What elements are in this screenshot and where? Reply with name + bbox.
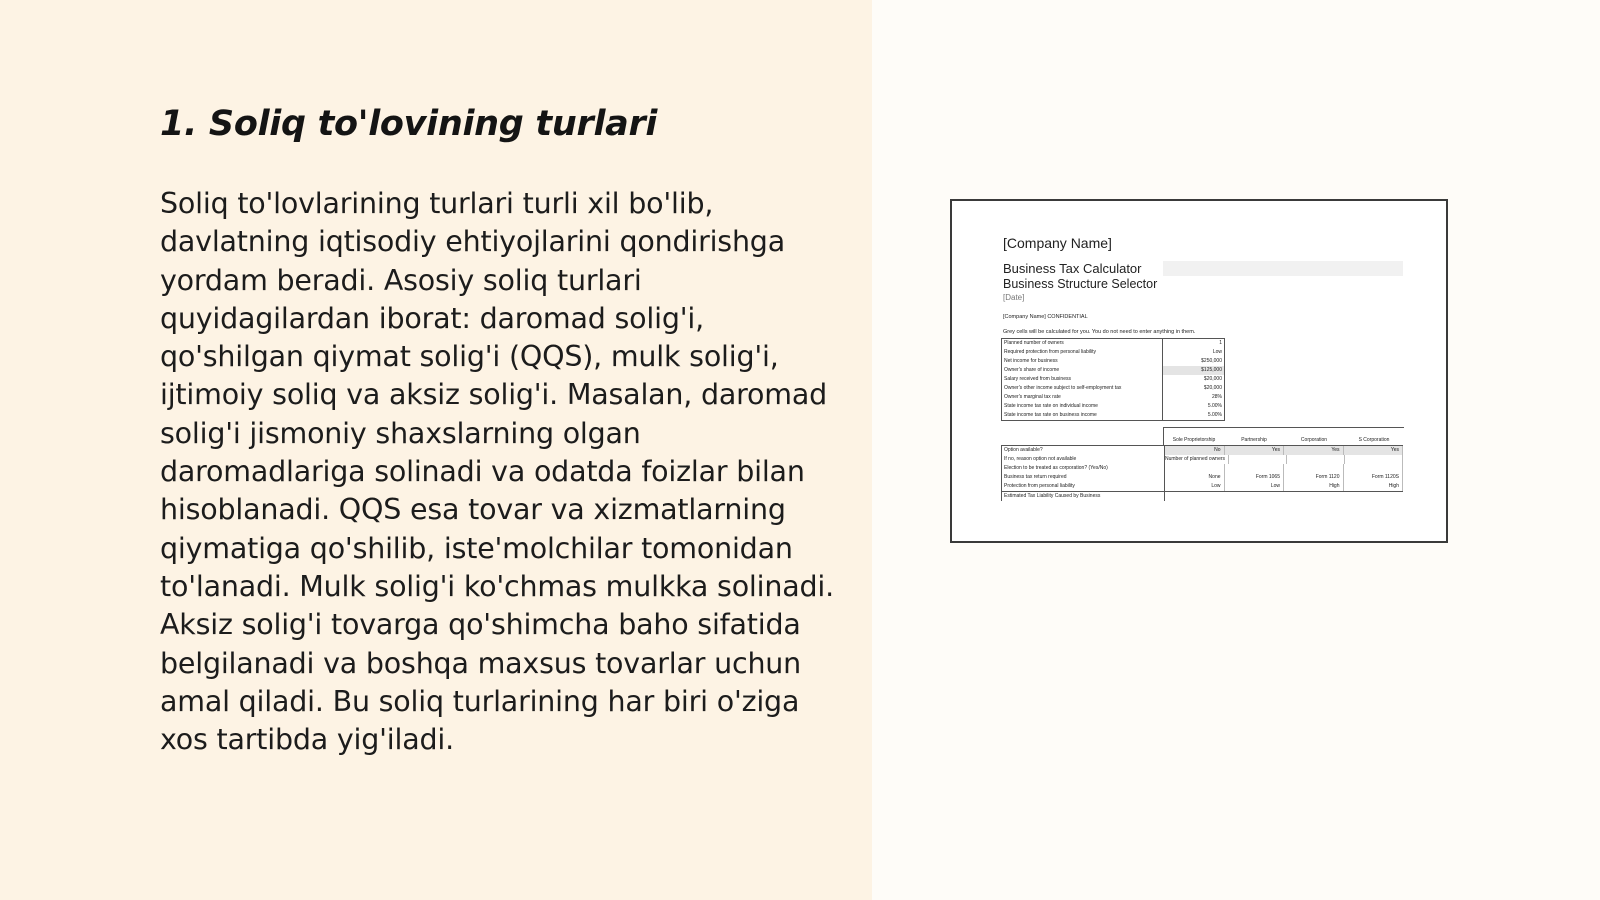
structure-header: Partnership <box>1241 437 1267 443</box>
doc-calc-title: Business Tax Calculator <box>1003 261 1403 276</box>
doc-note: Grey cells will be calculated for you. You do not need to enter anything in them. <box>1003 329 1196 335</box>
table-row: Owner's share of income $125,000 <box>1004 367 1222 373</box>
table-row: Owner's marginal tax rate 28% <box>1004 394 1222 400</box>
table-row: State income tax rate on business income 5.00% <box>1004 412 1222 418</box>
slide-body-text: Soliq to'lovlarining turlari turli xil bo'lib, davlatning iqtisodiy ehtiyojlarini qondirishga yordam beradi. Asosiy soliq turlari quyidagilardan iborat: daromad solig'i, qo'shilgan qiymat solig'i (QQS), mulk solig'i, ijtimoiy soliq va aksiz solig'i. Masalan, daromad solig'i jismoniy shaxslarning olgan daromadlariga solinadi va odatda foizlar bilan hisoblanadi. QQS esa tovar va xizmatlarning qiymatiga qo'shilib, iste'molchilar tomonidan to'lanadi. Mulk solig'i ko'chmas mulkka solinadi. Aksiz solig'i tovarga qo'shimcha baho sifatida belgilanadi va boshqa maxsus tovarlar uchun amal qiladi. Bu soliq turlarining har biri o'ziga xos tartibda yig'iladi. <box>160 187 834 757</box>
table-row: Owner's other income subject to self-employment tax $20,000 <box>1004 385 1222 391</box>
structure-header: Corporation <box>1300 437 1328 443</box>
doc-date: [Date] <box>1003 293 1025 302</box>
table-row: Election to be treated as corporation? (Yes/No) <box>1001 464 1403 473</box>
table-row: Business tax return required None Form 1065 Form 1120 Form 1120S <box>1001 473 1403 482</box>
table-row: State income tax rate on individual income 5.00% <box>1004 403 1222 409</box>
table-row: Salary received from business $20,000 <box>1004 376 1222 382</box>
table-row: Estimated Tax Liability Caused by Business <box>1001 491 1403 501</box>
doc-structure-header <box>1163 427 1404 446</box>
doc-comparison-table <box>1001 445 1403 501</box>
table-row: Protection from personal liability Low Low High High <box>1001 482 1403 491</box>
tax-calculator-image <box>950 199 1448 543</box>
doc-company-name: [Company Name] <box>1003 235 1112 251</box>
doc-confidential: [Company Name] CONFIDENTIAL <box>1003 314 1088 320</box>
table-row: Planned number of owners 1 <box>1004 340 1222 346</box>
table-row: Required protection from personal liability Low <box>1004 349 1222 355</box>
structure-header: Sole Proprietorship <box>1172 437 1216 443</box>
doc-calc-subtitle: Business Structure Selector <box>1003 277 1158 291</box>
table-row: Option available? No Yes Yes Yes <box>1001 446 1403 455</box>
slide-title: 1. Soliq to'lovining turlari <box>160 104 658 144</box>
structure-header: S Corporation <box>1358 437 1390 443</box>
table-row: Net income for business $250,000 <box>1004 358 1222 364</box>
table-row: If no, reason option not available Number of planned owners <box>1001 455 1403 464</box>
doc-input-table <box>1001 338 1225 421</box>
